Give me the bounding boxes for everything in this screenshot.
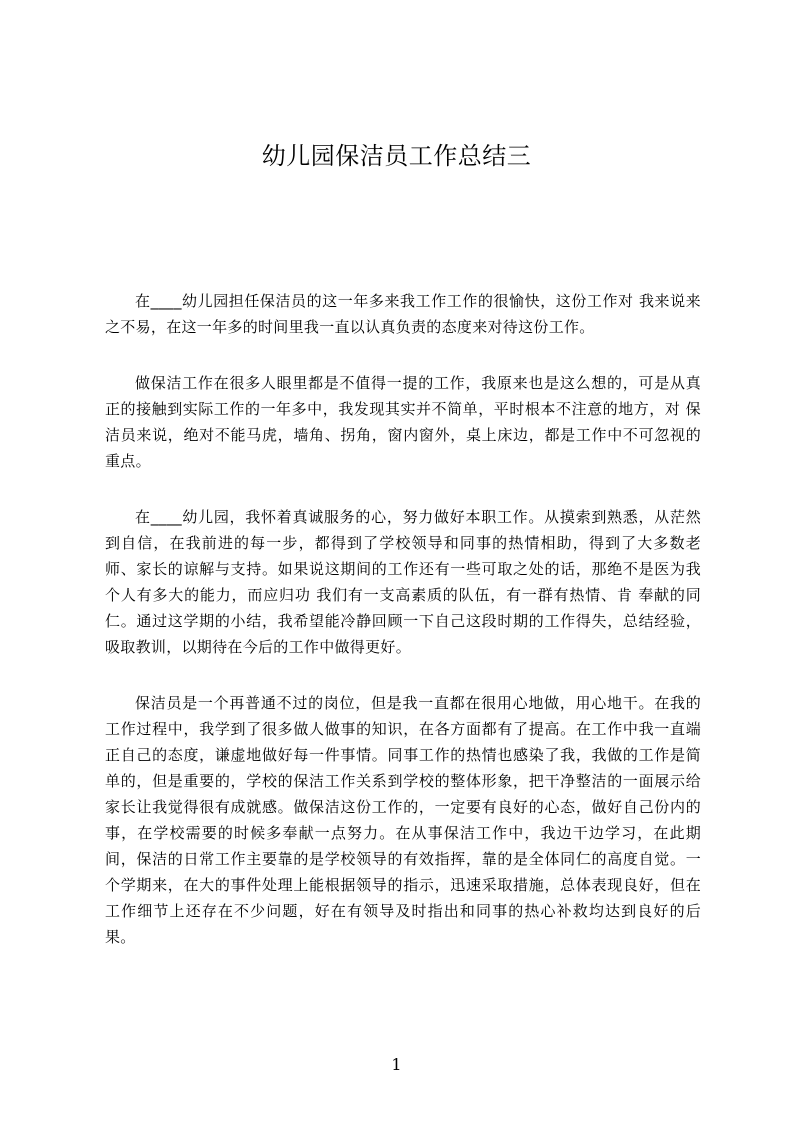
paragraph: 保洁员是一个再普通不过的岗位，但是我一直都在很用心地做，用心地干。在我的工作过程中，我学到了很多做人做事的知识，在各方面都有了提高。在工作中我一直端正自己的态度，谦虚地做好每一件事情。同事工作的热情也感染了我，我做的工作是简单的，但是重要的，学校的保洁工作关系到学校的整体形象，把干净整洁的一面展示给家长让我觉得很有成就感。做保洁这份工作的，一定要有良好的心态，做好自己份内的事，在学校需要的时候多奉献一点努力。在从事保洁工作中，我边干边学习，在此期间，保洁的日常工作主要靠的是学校领导的有效指挥，靠的是全体同仁的高度自觉。一个学期来，在大的事件处理上能根据领导的指示，迅速采取措施，总体表现良好，但在工作细节上还存在不少问题，好在有领导及时指出和同事的热心补救均达到良好的后果。 <box>105 694 701 946</box>
paragraph: 在____幼儿园，我怀着真诚服务的心，努力做好本职工作。从摸索到熟悉，从茫然到自信，在我前进的每一步，都得到了学校领导和同事的热情相助，得到了大多数老师、家长的谅解与支持。如果说这期间的工作还有一些可取之处的话，那绝不是医为我个人有多大的能力，而应归功 我们有一支高素质的队伍，有一群有热情、肯 奉献的同仁。通过这学期的小结，我希望能冷静回顾一下自己这段时期的工作得失，总结经验，吸取教训，以期待在今后的工作中做得更好。 <box>105 508 701 656</box>
page-number: 1 <box>391 1055 402 1074</box>
page-title: 幼儿园保洁员工作总结三 <box>261 142 532 170</box>
paragraph: 做保洁工作在很多人眼里都是不值得一提的工作，我原来也是这么想的，可是从真正的接触到实际工作的一年多中，我发现其实并不简单，平时根本不注意的地方，对 保洁员来说，绝对不能马虎，墙角、拐角，窗内窗外，桌上床边，都是工作中不可忽视的重点。 <box>105 374 701 470</box>
paragraph: 在____幼儿园担任保洁员的这一年多来我工作工作的很愉快，这份工作对 我来说来之不易，在这一年多的时间里我一直以认真负责的态度来对待这份工作。 <box>105 292 701 336</box>
document-body <box>105 288 701 980</box>
